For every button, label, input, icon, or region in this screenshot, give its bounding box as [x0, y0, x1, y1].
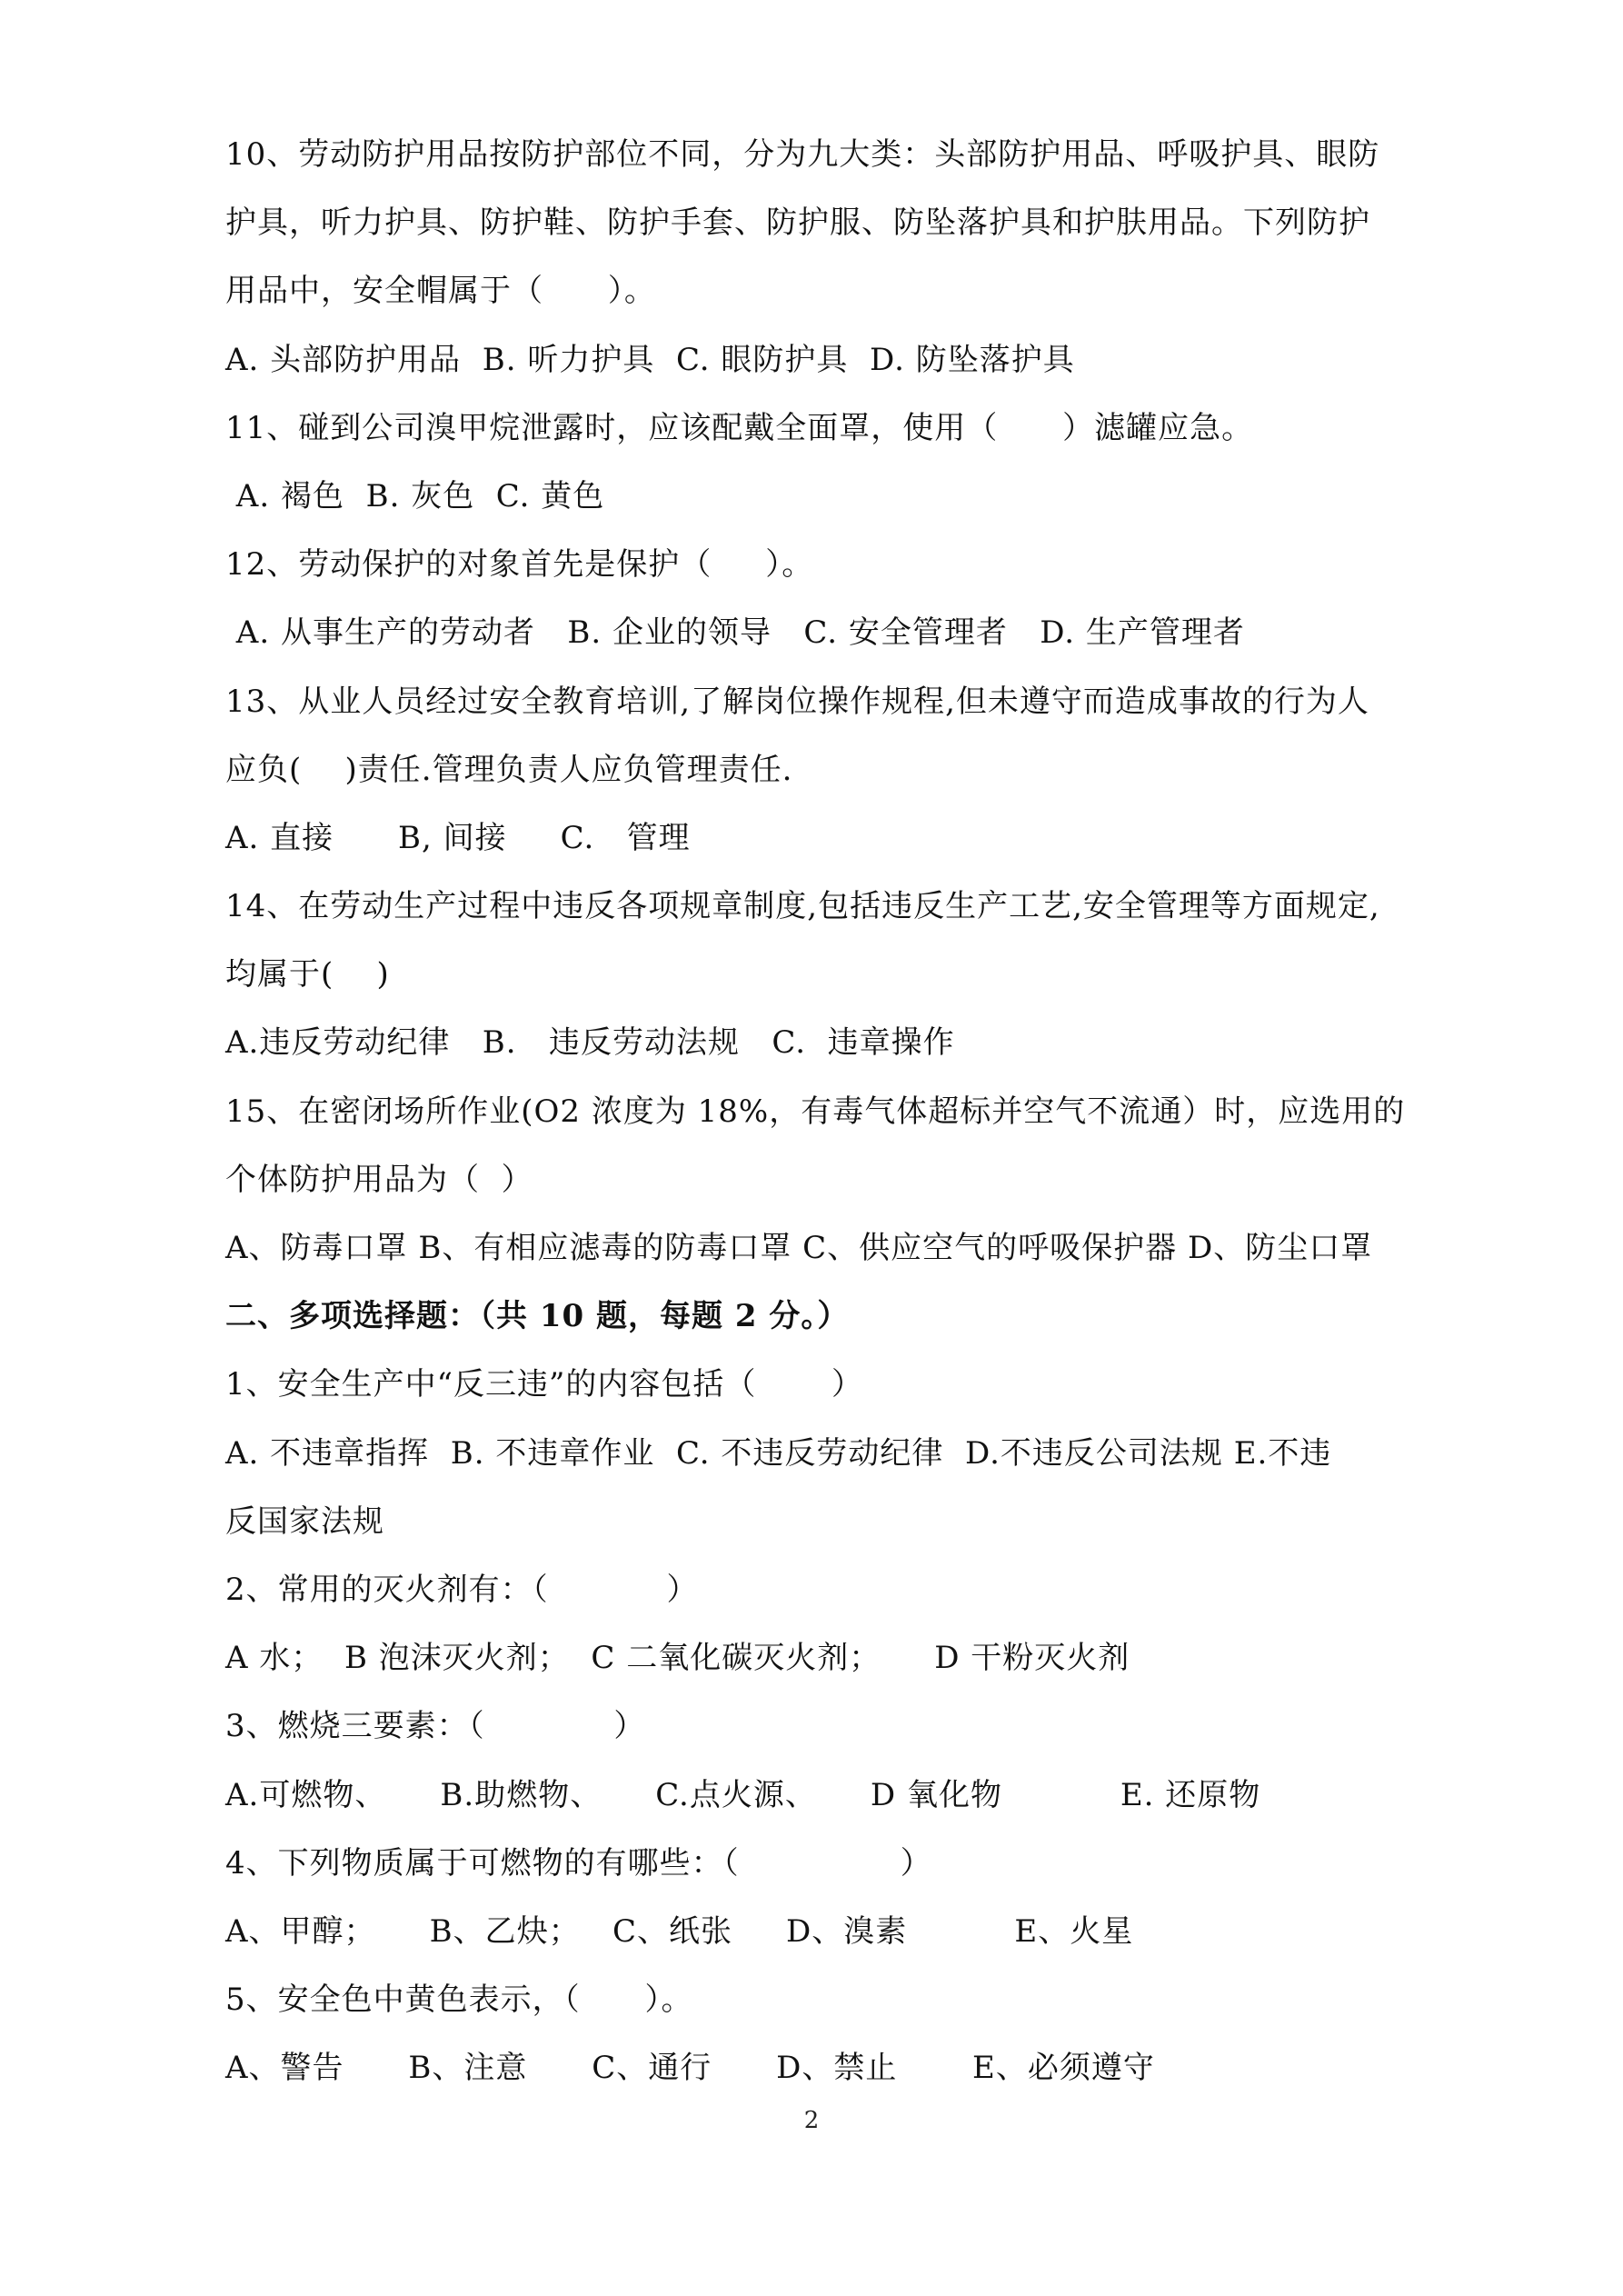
- text-line: 5、安全色中黄色表示，（ ）。: [225, 1982, 693, 2019]
- text-line: 2、常用的灭火剂有：（ ）: [225, 1571, 699, 1608]
- page-number: 2: [803, 2107, 820, 2134]
- text-line: 应负( )责任.管理负责人应负管理责任.: [225, 751, 793, 788]
- document-body: [225, 127, 1416, 2109]
- text-line: A 水； B 泡沫灭火剂； C 二氧化碳灭火剂； D 干粉灭火剂: [225, 1640, 1130, 1677]
- text-line: A、甲醇； B、乙炔； C、纸张 D、溴素 E、火星: [225, 1912, 1134, 1950]
- text-line: 均属于( ): [225, 956, 390, 993]
- text-line: A、警告 B、注意 C、通行 D、禁止 E、必须遵守: [225, 2050, 1155, 2087]
- text-line: 15、在密闭场所作业(O2 浓度为 18%，有毒气体超标并空气不流通）时，应选用的: [225, 1093, 1406, 1130]
- text-line: A. 头部防护用品 B. 听力护具 C. 眼防护具 D. 防坠落护具: [225, 341, 1075, 378]
- text-line: A、防毒口罩 B、有相应滤毒的防毒口罩 C、供应空气的呼吸保护器 D、防尘口罩: [225, 1230, 1373, 1266]
- text-line: 3、燃烧三要素：（ ）: [225, 1708, 646, 1745]
- text-line: A. 不违章指挥 B. 不违章作业 C. 不违反劳动纪律 D.不违反公司法规 E.不违: [225, 1434, 1332, 1472]
- text-line: 4、下列物质属于可燃物的有哪些：（ ）: [225, 1844, 932, 1882]
- text-line: A. 直接 B, 间接 C. 管理: [225, 819, 691, 856]
- text-line: 1、安全生产中“反三违”的内容包括（ ）: [225, 1366, 864, 1403]
- text-line: 14、在劳动生产过程中违反各项规章制度,包括违反生产工艺,安全管理等方面规定,: [225, 888, 1380, 925]
- text-line: A.可燃物、 B.助燃物、 C.点火源、 D 氧化物 E. 还原物: [225, 1776, 1261, 1813]
- text-line: A.违反劳动纪律 B. 违反劳动法规 C. 违章操作: [225, 1024, 955, 1062]
- text-line: 用品中，安全帽属于（ ）。: [225, 273, 656, 310]
- text-line: A. 褐色 B. 灰色 C. 黄色: [225, 477, 605, 514]
- text-line: 11、碰到公司溴甲烷泄露时，应该配戴全面罩，使用（ ）滤罐应急。: [225, 409, 1254, 446]
- text-line: 12、劳动保护的对象首先是保护（ ）。: [225, 546, 814, 584]
- text-line: 13、从业人员经过安全教育培训,了解岗位操作规程,但未遵守而造成事故的行为人: [225, 683, 1369, 720]
- text-line: 反国家法规: [225, 1502, 384, 1540]
- text-line: 护具，听力护具、防护鞋、防护手套、防护服、防坠落护具和护肤用品。下列防护: [225, 205, 1370, 242]
- text-line: 10、劳动防护用品按防护部位不同，分为九大类：头部防护用品、呼吸护具、眼防: [225, 136, 1380, 173]
- section-heading: 二、多项选择题：（共 10 题，每题 2 分。）: [225, 1298, 850, 1335]
- text-line: A. 从事生产的劳动者 B. 企业的领导 C. 安全管理者 D. 生产管理者: [225, 614, 1245, 652]
- text-line: 个体防护用品为（ ）: [225, 1161, 533, 1198]
